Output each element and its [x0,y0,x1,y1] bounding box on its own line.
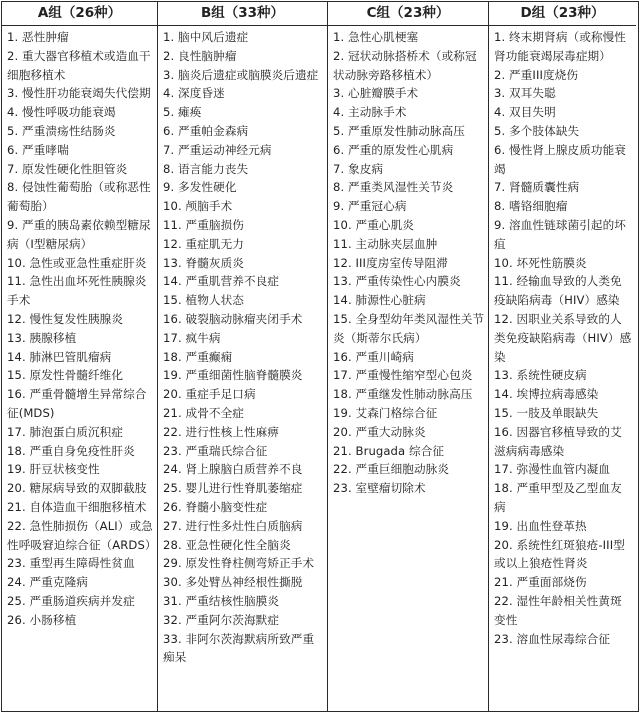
disease-item: 16. 破裂脑动脉瘤夹闭手术 [163,311,303,326]
disease-item: 20. 糖尿病导致的双脚截肢 [7,481,147,496]
group-b-list [158,26,327,667]
disease-item: 14. 肺淋巴管肌瘤病 [7,349,112,364]
disease-item: 22. 急性肺损伤（ALI）或急性呼吸窘迫综合征（ARDS） [7,518,157,552]
disease-item: 3. 慢性肝功能衰竭失代偿期 [7,86,151,101]
disease-item: 13. 胰腺移植 [7,330,77,345]
disease-item: 22. 湿性年龄相关性黄斑变性 [494,593,622,627]
disease-item: 8. 严重类风湿性关节炎 [333,180,454,195]
disease-item: 11. 主动脉夹层血肿 [333,236,438,251]
disease-item: 4. 慢性呼吸功能衰竭 [7,105,116,120]
disease-item: 13. 系统性硬皮病 [494,368,587,383]
disease-item: 5. 严重溃疡性结肠炎 [7,123,116,138]
disease-item: 3. 双耳失聪 [494,86,556,101]
disease-item: 14. 肺源性心脏病 [333,293,426,308]
disease-item: 20. 重症手足口病 [163,387,256,402]
disease-item: 23. 重型再生障碍性贫血 [7,556,135,571]
disease-item: 22. 严重巨细胞动脉炎 [333,462,450,477]
disease-item: 16. 因器官移植导致的艾滋病病毒感染 [494,424,622,458]
disease-item: 12. 因职业关系导致的人类免疫缺陷病毒（HIV）感染 [494,311,632,364]
disease-item: 12. 慢性复发性胰腺炎 [7,311,124,326]
disease-group-table [1,1,639,712]
disease-item: 32. 严重阿尔茨海默症 [163,612,280,627]
disease-item: 10. 严重心肌炎 [333,217,414,232]
disease-item: 16. 严重川崎病 [333,349,414,364]
group-d-column [489,2,636,711]
disease-item: 12. III度房室传导阻滞 [333,255,448,270]
disease-item: 26. 小肠移植 [7,612,77,627]
disease-item: 15. 植物人状态 [163,293,244,308]
disease-item: 5. 多个肢体缺失 [494,123,580,138]
disease-item: 9. 严重冠心病 [333,199,407,214]
disease-item: 23. 严重瑞氏综合征 [163,443,268,458]
disease-item: 27. 进行性多灶性白质脑病 [163,518,303,533]
disease-item: 16. 严重骨髓增生异常综合征(MDS) [7,387,147,420]
disease-item: 18. 严重癫痫 [163,349,233,364]
disease-item: 9. 多发性硬化 [163,180,237,195]
disease-item: 1. 急性心肌梗塞 [333,30,419,44]
disease-item: 4. 主动脉手术 [333,105,407,120]
group-d-header: D组（23种） [489,2,636,26]
disease-item: 2. 冠状动脉搭桥术（或称冠状动脉旁路移植术） [333,48,477,82]
disease-item: 15. 全身型幼年类风湿性关节炎（斯蒂尔氏病） [333,311,485,345]
disease-item: 1. 脑中风后遗症 [163,30,249,44]
group-c-list [328,26,488,498]
disease-item: 17. 弥漫性血管内凝血 [494,462,611,477]
disease-item: 11. 严重脑损伤 [163,217,244,232]
disease-item: 20. 系统性红斑狼疮-III型或以上狼疮性肾炎 [494,537,625,571]
group-d-list [489,26,636,648]
table-grid [2,2,638,711]
disease-item: 33. 非阿尔茨海默病所致严重痴呆 [163,631,315,665]
disease-item: 21. Brugada 综合征 [333,443,445,458]
disease-item: 15. 原发性骨髓纤维化 [7,368,124,383]
disease-item: 5. 严重原发性肺动脉高压 [333,123,465,138]
disease-item: 13. 严重传染性心内膜炎 [333,274,461,289]
group-c-header: C组（23种） [328,2,488,26]
disease-item: 4. 双目失明 [494,105,556,120]
disease-item: 24. 严重克隆病 [7,575,88,590]
disease-item: 29. 原发性脊柱侧弯矫正手术 [163,556,315,571]
disease-item: 7. 肾髓质囊性病 [494,180,580,195]
disease-item: 7. 象皮病 [333,161,384,176]
disease-item: 1. 恶性肿瘤 [7,30,69,44]
disease-item: 12. 重症肌无力 [163,236,244,251]
disease-item: 3. 心脏瓣膜手术 [333,86,419,101]
disease-item: 30. 多处臂丛神经根性撕脱 [163,575,303,590]
disease-item: 19. 严重细菌性脑脊髓膜炎 [163,368,303,383]
group-a-column [2,2,158,711]
disease-item: 3. 脑炎后遗症或脑膜炎后遗症 [163,67,319,82]
disease-item: 17. 疯牛病 [163,330,221,345]
group-b-header: B组（33种） [158,2,327,26]
disease-item: 5. 瘫痪 [163,105,202,120]
disease-item: 19. 艾森门格综合征 [333,405,438,420]
disease-item: 6. 严重帕金森病 [163,123,249,138]
disease-item: 18. 严重甲型及乙型血友病 [494,481,622,514]
disease-item: 6. 严重的原发性心肌病 [333,142,454,157]
disease-item: 9. 溶血性链球菌引起的坏疽 [494,217,626,251]
disease-item: 10. 坏死性筋膜炎 [494,255,587,270]
disease-item: 17. 肺泡蛋白质沉积症 [7,424,124,439]
disease-item: 2. 重大器官移植术或造血干细胞移植术 [7,48,151,82]
disease-item: 26. 脊髓小脑变性症 [163,499,268,514]
disease-item: 19. 出血性登革热 [494,518,587,533]
disease-item: 8. 侵蚀性葡萄胎（或称恶性葡萄胎） [7,180,151,214]
disease-item: 21. 严重面部烧伤 [494,575,587,590]
disease-item: 8. 语言能力丧失 [163,161,249,176]
disease-item: 11. 急性出血坏死性胰腺炎手术 [7,274,147,308]
disease-item: 18. 严重自身免疫性肝炎 [7,443,135,458]
disease-item: 20. 严重大动脉炎 [333,424,426,439]
disease-item: 25. 严重肠道疾病并发症 [7,593,135,608]
disease-item: 15. 一肢及单眼缺失 [494,405,599,420]
disease-item: 4. 深度昏迷 [163,86,225,101]
disease-item: 9. 严重的胰岛素依赖型糖尿病（Ⅰ型糖尿病） [7,217,151,251]
disease-item: 10. 颅脑手术 [163,199,233,214]
disease-item: 2. 良性脑肿瘤 [163,48,237,63]
disease-item: 21. 成骨不全症 [163,405,244,420]
disease-item: 24. 肾上腺脑白质营养不良 [163,462,303,477]
disease-item: 11. 经输血导致的人类免疫缺陷病毒（HIV）感染 [494,274,622,308]
disease-item: 28. 亚急性硬化性全脑炎 [163,537,291,552]
group-a-list [2,26,157,630]
disease-item: 7. 严重运动神经元病 [163,142,272,157]
disease-item: 6. 慢性肾上腺皮质功能衰竭 [494,142,626,176]
disease-item: 6. 严重哮喘 [7,142,69,157]
disease-item: 22. 进行性核上性麻痹 [163,424,280,439]
disease-item: 2. 严重III度烧伤 [494,67,579,82]
group-c-column [328,2,489,711]
disease-item: 10. 急性或亚急性重症肝炎 [7,255,147,270]
disease-item: 21. 自体造血干细胞移植术 [7,499,147,514]
disease-item: 8. 嗜铬细胞瘤 [494,199,568,214]
group-a-header: A组（26种） [2,2,157,26]
disease-item: 19. 肝豆状核变性 [7,462,100,477]
disease-item: 7. 原发性硬化性胆管炎 [7,161,128,176]
disease-item: 17. 严重慢性缩窄型心包炎 [333,368,473,383]
disease-item: 25. 婴儿进行性脊肌萎缩症 [163,481,303,496]
disease-item: 14. 埃博拉病毒感染 [494,387,599,402]
group-b-column [158,2,328,711]
disease-item: 14. 严重肌营养不良症 [163,274,280,289]
disease-item: 18. 严重继发性肺动脉高压 [333,387,473,402]
disease-item: 31. 严重结核性脑膜炎 [163,593,280,608]
disease-item: 23. 室壁瘤切除术 [333,481,426,496]
disease-item: 23. 溶血性尿毒综合征 [494,631,611,646]
disease-item: 1. 终末期肾病（或称慢性肾功能衰竭尿毒症期） [494,30,626,63]
disease-item: 13. 脊髓灰质炎 [163,255,244,270]
